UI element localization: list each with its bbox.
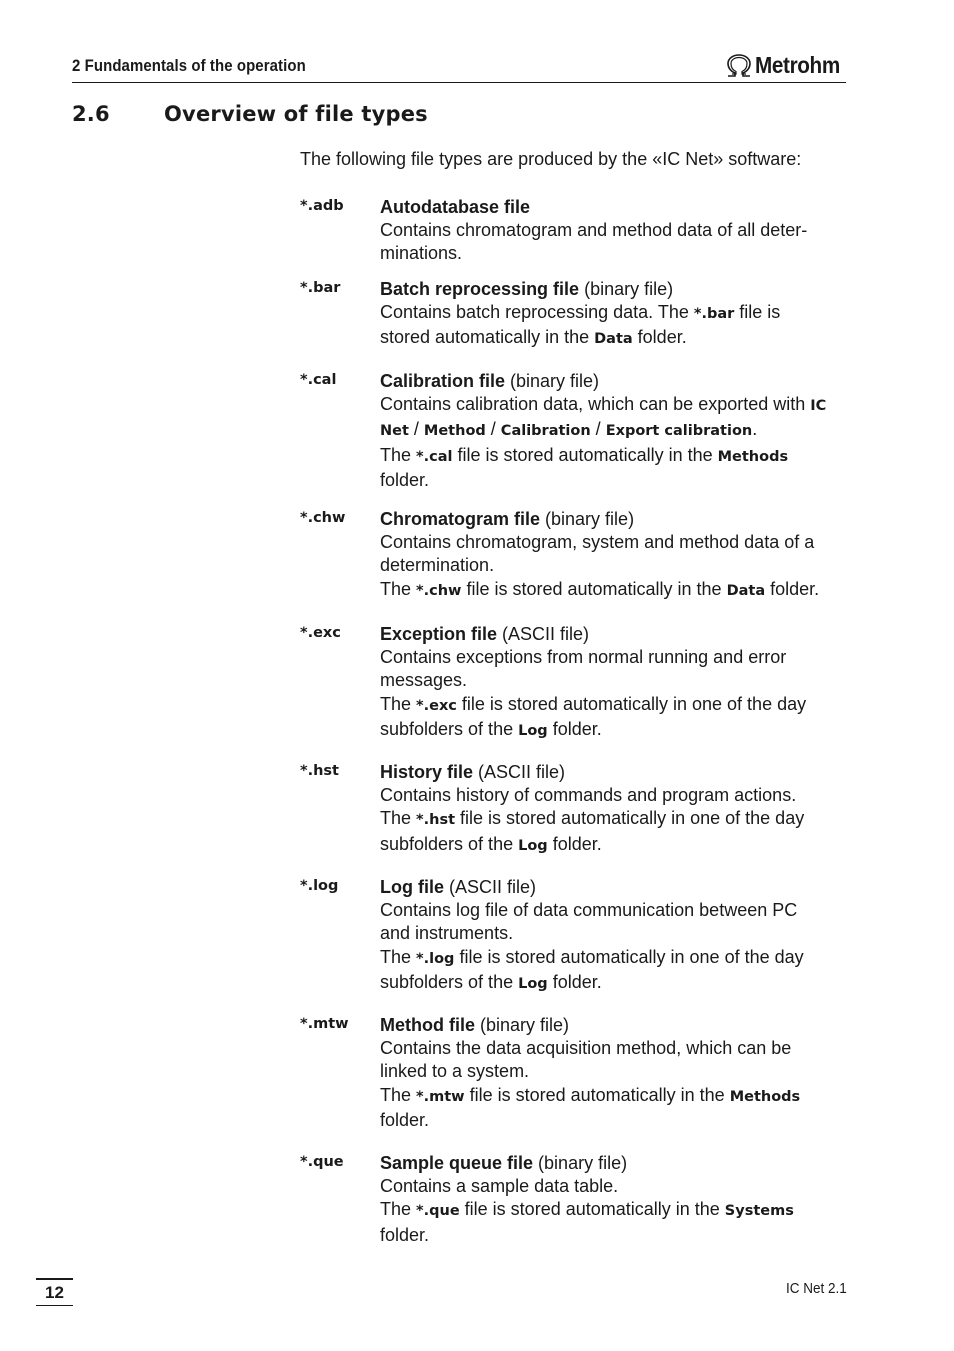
keyword: *.log [416, 950, 455, 967]
file-type-name: Batch reprocessing file [380, 279, 580, 299]
text: subfolders of the [380, 971, 519, 992]
keyword: *.cal [416, 448, 453, 465]
desc-line: Contains the data acquisition method, which can be [380, 1038, 792, 1059]
desc-line [380, 807, 850, 832]
file-format: (binary file) [475, 1015, 570, 1035]
logo-wordmark: Metrohm [755, 52, 840, 78]
desc-line: Contains exceptions from normal running and error [380, 647, 787, 668]
file-extension: *.bar [300, 280, 341, 296]
text: file is stored automatically in the [464, 1084, 730, 1105]
text: folder. [765, 578, 820, 599]
desc-line: determination. [380, 555, 495, 576]
file-description [380, 370, 850, 492]
file-extension: *.adb [300, 198, 344, 214]
text: stored automatically in the [380, 327, 595, 348]
desc-line [380, 718, 850, 743]
file-type-name: Method file [380, 1015, 475, 1035]
file-format: (binary file) [533, 1153, 628, 1173]
file-format: (ASCII file) [444, 877, 537, 897]
file-format: (binary file) [579, 279, 674, 299]
desc-line: minations. [380, 243, 463, 264]
text: Contains batch reprocessing data. The [380, 302, 694, 323]
menu-path-item: Method [423, 423, 486, 440]
file-description [380, 1014, 850, 1132]
desc-line [380, 1084, 850, 1109]
file-format: (ASCII file) [473, 762, 566, 782]
file-extension: *.que [300, 1154, 344, 1170]
text: Contains calibration data, which can be exported with [380, 394, 811, 415]
file-type-name: Autodatabase file [380, 197, 531, 217]
desc-line: and instruments. [380, 923, 514, 944]
file-type-name: Sample queue file [380, 1153, 534, 1173]
menu-path-item: Calibration [500, 423, 591, 440]
text: The [380, 1084, 417, 1105]
keyword: *.mtw [416, 1088, 465, 1105]
keyword: *.que [416, 1203, 460, 1220]
text: file is stored automatically in one of the day [454, 946, 804, 967]
text: . [752, 419, 758, 440]
keyword: Methods [717, 448, 789, 465]
desc-line [380, 1198, 850, 1223]
text: / [485, 419, 501, 440]
file-description [380, 278, 850, 352]
desc-line [380, 971, 850, 996]
keyword: Systems [724, 1203, 794, 1220]
file-extension: *.exc [300, 625, 341, 641]
keyword: Methods [729, 1088, 801, 1105]
text: The [380, 1199, 417, 1220]
keyword: IC [810, 398, 827, 415]
file-extension: *.log [300, 878, 339, 894]
document-name: IC Net 2.1 [786, 1280, 847, 1297]
keyword: Data [594, 331, 633, 348]
running-header-chapter: 2 Fundamentals of the operation [72, 56, 306, 75]
keyword: Data [726, 582, 766, 599]
menu-path-item: Export calibration [605, 423, 753, 440]
file-type-name: Exception file [380, 624, 498, 644]
keyword: *.hst [416, 812, 456, 829]
file-extension: *.chw [300, 510, 346, 526]
file-extension: *.cal [300, 372, 337, 388]
text: file is stored automatically in the [459, 1199, 725, 1220]
text: / [590, 419, 606, 440]
text: The [380, 693, 417, 714]
text: file is stored automatically in one of the day [456, 693, 807, 714]
desc-line [380, 326, 850, 351]
file-description [380, 1152, 850, 1247]
text: folder. [547, 971, 602, 992]
desc-line: Contains log file of data communication between PC [380, 900, 798, 921]
desc-line [380, 444, 850, 469]
file-description [380, 623, 850, 743]
file-format: (ASCII file) [497, 624, 590, 644]
desc-line: messages. [380, 670, 468, 691]
header-rule [72, 82, 846, 83]
text: The [380, 578, 417, 599]
text: folder. [547, 833, 602, 854]
file-description [380, 508, 850, 603]
desc-line: linked to a system. [380, 1061, 530, 1082]
omega-logo-icon [724, 53, 754, 79]
file-description [380, 196, 850, 266]
text: file is stored automatically in one of the day [455, 808, 805, 829]
section-title: Overview of file types [164, 102, 428, 126]
desc-line: Contains a sample data table. [380, 1176, 619, 1197]
file-type-name: Chromatogram file [380, 509, 541, 529]
text: file is stored automatically in the [452, 444, 718, 465]
text: / [408, 419, 424, 440]
keyword: *.bar [693, 306, 735, 323]
desc-line [380, 301, 850, 326]
file-extension: *.hst [300, 763, 339, 779]
desc-line [380, 946, 850, 971]
file-format: (binary file) [540, 509, 635, 529]
desc-line: folder. [380, 1109, 430, 1130]
keyword: Log [518, 722, 548, 739]
keyword: *.chw [416, 582, 462, 599]
desc-line [380, 418, 850, 443]
text: The [380, 946, 417, 967]
keyword: *.exc [416, 697, 457, 714]
text: folder. [632, 327, 687, 348]
text: The [380, 808, 417, 829]
footer-rule [36, 1305, 73, 1306]
page-number: 12 [36, 1278, 73, 1303]
text: The [380, 444, 417, 465]
desc-line: Contains chromatogram and method data of all deter- [380, 220, 808, 241]
desc-line [380, 833, 850, 858]
intro-text: The following file types are produced by the «IC Net» software: [300, 149, 802, 169]
desc-line [380, 393, 850, 418]
file-description [380, 876, 850, 996]
keyword: Log [518, 975, 548, 992]
file-type-name: Log file [380, 877, 444, 897]
menu-path-item: Net [380, 423, 409, 440]
section-heading [72, 102, 428, 126]
text: file is stored automatically in the [461, 578, 727, 599]
desc-line: Contains chromatogram, system and method data of a [380, 532, 815, 553]
file-extension: *.mtw [300, 1016, 349, 1032]
desc-line: folder. [380, 1224, 430, 1245]
text: subfolders of the [380, 718, 519, 739]
keyword: Log [518, 837, 548, 854]
file-format: (binary file) [505, 371, 600, 391]
file-description [380, 761, 850, 858]
file-type-name: History file [380, 762, 474, 782]
desc-line [380, 578, 850, 603]
file-type-name: Calibration file [380, 371, 506, 391]
text: file is [734, 302, 781, 323]
text: folder. [547, 718, 602, 739]
desc-line: folder. [380, 469, 430, 490]
desc-line: Contains history of commands and program actions. [380, 785, 797, 806]
section-number: 2.6 [72, 102, 110, 126]
desc-line [380, 693, 850, 718]
text: subfolders of the [380, 833, 519, 854]
metrohm-logo [724, 52, 849, 79]
